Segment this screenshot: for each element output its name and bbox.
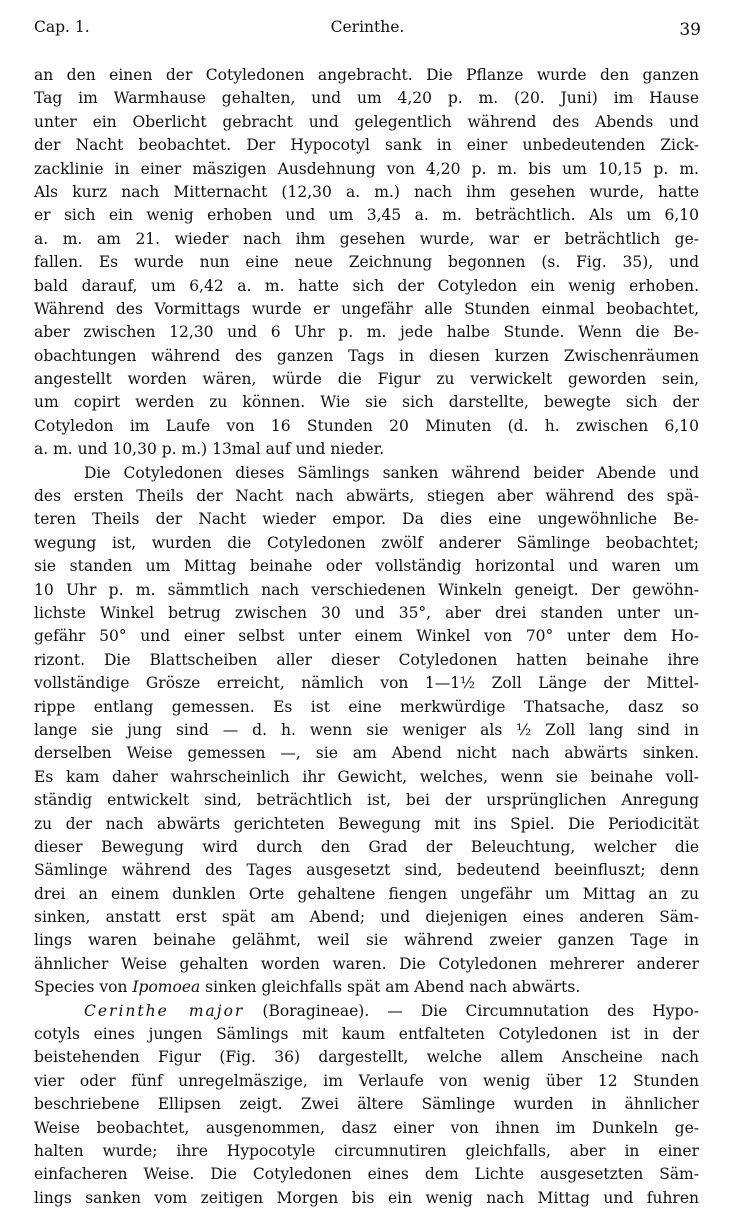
text-segment: sie standen um Mittag beinahe oder vollständig horizontal und waren um: [34, 557, 699, 576]
text-line: [34, 508, 699, 531]
text-segment: a. m. am 21. wieder nach ihm gesehen wurde, war er beträchtlich ge-: [34, 229, 699, 248]
text-segment: wegung ist, wurden die Cotyledonen zwölf anderer Sämlinge beobachtet;: [34, 533, 699, 552]
text-line: [34, 625, 699, 648]
text-segment: zacklinie in einer mäszigen Ausdehnung von 4,20 p. m. bis um 10,15 p. m.: [34, 159, 699, 178]
text-segment: Species von: [34, 978, 133, 997]
text-line: [34, 836, 699, 859]
text-segment: Weise beobachtet, ausgenommen, dasz einer von ihnen im Dunkeln ge-: [34, 1118, 699, 1137]
text-segment: einfacheren Weise. Die Cotyledonen eines dem Lichte ausgesetzten Säm-: [34, 1165, 699, 1184]
text-line: [34, 251, 699, 274]
text-line: [34, 1140, 699, 1163]
text-segment: rippe entlang gemessen. Es ist eine merkwürdige Thatsache, dasz so: [34, 697, 699, 716]
text-segment: gefähr 50° und einer selbst unter einem Winkel von 70° unter dem Ho-: [34, 627, 699, 646]
text-segment: fallen. Es wurde nun eine neue Zeichnung begonnen (s. Fig. 35), und: [34, 253, 699, 272]
text-segment: teren Theils der Nacht wieder empor. Da dies eine ungewöhnliche Be-: [34, 510, 699, 529]
text-segment: zu der nach abwärts gerichteten Bewegung mit ins Spiel. Die Periodicität: [34, 814, 699, 833]
text-line: [34, 602, 699, 625]
text-segment: lange sie jung sind — d. h. wenn sie weniger als ½ Zoll lang sind in: [34, 720, 699, 739]
text-line: [34, 275, 699, 298]
text-segment: er sich ein wenig erhoben und um 3,45 a. m. beträchtlich. Als um 6,10: [34, 206, 699, 225]
text-line: [34, 64, 699, 87]
text-line: [34, 719, 699, 742]
text-line: [34, 532, 699, 555]
text-segment: Cotyledon im Laufe von 16 Stunden 20 Minuten (d. h. zwischen 6,10: [34, 416, 699, 435]
text-line: [34, 579, 699, 602]
text-line: [34, 87, 699, 110]
text-line: [34, 462, 699, 485]
text-segment: angestellt worden wären, würde die Figur zu verwickelt geworden sein,: [34, 370, 699, 389]
text-segment: bald darauf, um 6,42 a. m. hatte sich der Cotyledon ein wenig erhoben.: [34, 276, 699, 295]
text-segment: dieser Bewegung wird durch den Grad der Beleuchtung, welcher die: [34, 837, 699, 856]
text-line: [34, 181, 699, 204]
text-segment: Die Cotyledonen dieses Sämlings sanken während beider Abende und: [84, 463, 699, 482]
text-segment: drei an einem dunklen Orte gehaltene fiengen ungefähr um Mittag an zu: [34, 884, 699, 903]
text-line: [34, 859, 699, 882]
text-segment: Als kurz nach Mitternacht (12,30 a. m.) nach ihm gesehen wurde, hatte: [34, 182, 699, 201]
text-segment: 10 Uhr p. m. sämmtlich nach verschiedenen Winkeln geneigt. Der gewöhn-: [34, 580, 699, 599]
text-segment: ähnlicher Weise gehalten worden waren. Die Cotyledonen mehrerer anderer: [34, 954, 699, 973]
text-segment: an den einen der Cotyledonen angebracht. Die Pflanze wurde den ganzen: [34, 66, 699, 84]
text-line: [34, 672, 699, 695]
text-segment: Während des Vormittags wurde er ungefähr alle Stunden einmal beobachtet,: [34, 299, 699, 318]
text-line: [34, 438, 699, 461]
text-segment: um copirt werden zu können. Wie sie sich darstellte, bewegte sich der: [34, 393, 699, 412]
text-line: [34, 111, 699, 134]
text-segment: lings waren beinahe gelähmt, weil sie während zweier ganzen Tage in: [34, 931, 699, 950]
text-line: [34, 1070, 699, 1093]
text-line: [34, 789, 699, 812]
text-segment: sinken, anstatt erst spät am Abend; und diejenigen eines anderen Säm-: [34, 908, 699, 927]
text-segment: derselben Weise gemessen —, sie am Abend nicht nach abwärts sinken.: [34, 744, 699, 763]
text-line: [34, 906, 699, 929]
text-line: [34, 204, 699, 227]
text-segment: cotyls eines jungen Sämlings mit kaum entfalteten Cotyledonen ist in der: [34, 1025, 699, 1044]
text-line: [34, 696, 699, 719]
text-segment: Es kam daher wahrscheinlich ihr Gewicht, welches, wenn sie beinahe voll-: [34, 767, 699, 786]
text-line: [34, 1093, 699, 1116]
text-line: [34, 1187, 699, 1210]
text-segment: beschriebene Ellipsen zeigt. Zwei ältere Sämlinge wurden in ähnlicher: [34, 1095, 699, 1114]
text-segment: a. m. und 10,30 p. m.) 13mal auf und nieder.: [34, 440, 385, 459]
text-line: [34, 555, 699, 578]
text-line: [34, 883, 699, 906]
running-head: [34, 16, 701, 46]
text-line: [34, 158, 699, 181]
text-line: [34, 649, 699, 672]
chapter-label: Cap. 1.: [34, 18, 90, 36]
text-segment: ständig entwickelt sind, beträchtlich ist, bei der ursprünglichen Anregung: [34, 791, 699, 810]
text-segment: (Boragineae). — Die Circumnutation des Hypo-: [244, 1001, 699, 1020]
page-number: 39: [679, 20, 701, 40]
text-line: [34, 228, 699, 251]
text-segment: lichste Winkel betrug zwischen 30 und 35°, aber drei standen unter un-: [34, 603, 699, 622]
text-line: [34, 134, 699, 157]
text-line: [34, 1000, 699, 1023]
text-line: [34, 415, 699, 438]
text-segment: Tag im Warmhause gehalten, und um 4,20 p. m. (20. Juni) im Hause: [34, 89, 699, 108]
text-line: [34, 929, 699, 952]
text-segment: des ersten Theils der Nacht nach abwärts, stiegen aber während des spä-: [34, 487, 699, 506]
text-line: [34, 1046, 699, 1069]
text-line: [34, 345, 699, 368]
text-segment: beistehenden Figur (Fig. 36) dargestellt, welche allem Anscheine nach: [34, 1048, 699, 1067]
emphasized-text: Cerinthe major: [84, 1001, 245, 1020]
text-line: [34, 1117, 699, 1140]
text-line: [34, 742, 699, 765]
text-line: [34, 953, 699, 976]
text-segment: aber zwischen 12,30 und 6 Uhr p. m. jede halbe Stunde. Wenn die Be-: [34, 323, 699, 342]
text-line: [34, 766, 699, 789]
text-segment: vollständige Grösze erreicht, nämlich von 1—1½ Zoll Länge der Mittel-: [34, 674, 699, 693]
text-segment: obachtungen während des ganzen Tags in diesen kurzen Zwischenräumen: [34, 346, 699, 365]
body-text: [34, 64, 699, 1210]
text-line: [34, 1163, 699, 1186]
text-segment: vier oder fünf unregelmäszige, im Verlaufe von wenig über 12 Stunden: [34, 1071, 699, 1090]
text-segment: Sämlinge während des Tages ausgesetzt sind, bedeutend beeinfluszt; denn: [34, 861, 699, 880]
running-title: Cerinthe.: [330, 18, 405, 36]
text-line: [34, 321, 699, 344]
text-line: [34, 813, 699, 836]
text-segment: unter ein Oberlicht gebracht und gelegentlich während des Abends und: [34, 112, 699, 131]
text-line: [34, 1023, 699, 1046]
text-line: [34, 485, 699, 508]
text-line: [34, 368, 699, 391]
text-line: [34, 298, 699, 321]
emphasized-text: Ipomoea: [132, 978, 201, 997]
text-line: [34, 976, 699, 999]
text-segment: halten wurde; ihre Hypocotyle circumnutiren gleichfalls, aber in einer: [34, 1141, 699, 1160]
text-segment: der Nacht beobachtet. Der Hypocotyl sank in einer unbedeutenden Zick-: [34, 136, 699, 155]
text-segment: rizont. Die Blattscheiben aller dieser Cotyledonen hatten beinahe ihre: [34, 650, 699, 669]
text-line: [34, 391, 699, 414]
text-segment: lings sanken vom zeitigen Morgen bis ein wenig nach Mittag und fuhren: [34, 1188, 699, 1207]
text-segment: sinken gleichfalls spät am Abend nach abwärts.: [200, 978, 581, 997]
